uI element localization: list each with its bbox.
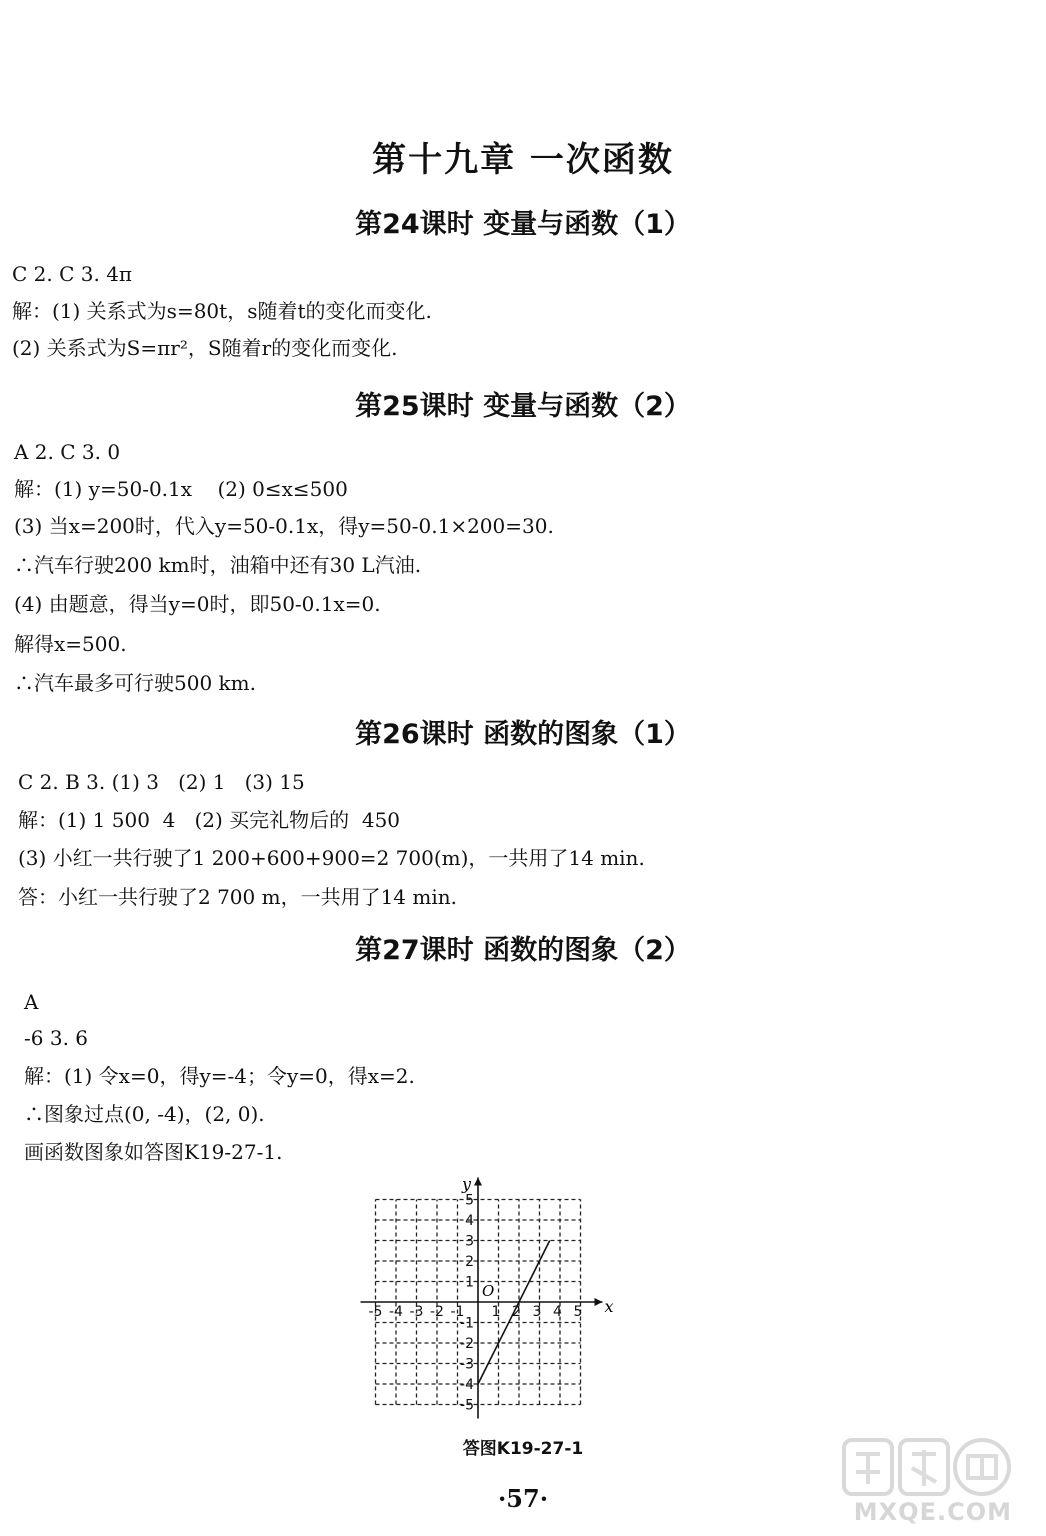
- section-title-24: 第24课时 变量与函数（1）: [355, 209, 691, 240]
- x-tick-label: 3: [532, 1304, 542, 1320]
- y-tick-label: 4: [465, 1213, 474, 1229]
- x-tick-label: 5: [573, 1304, 583, 1320]
- answer-line: 答：小红一共行驶了2 700 m，一共用了14 min.: [18, 885, 457, 909]
- x-axis-label: x: [604, 1297, 614, 1316]
- y-tick-label: 1: [465, 1274, 474, 1291]
- answer-line: 解：(1) 令x=0，得y=-4；令y=0，得x=2.: [24, 1064, 415, 1088]
- answer-line: 解得x=500.: [14, 632, 127, 656]
- y-axis-arrow: [474, 1178, 482, 1186]
- watermark-url: MXQE.COM: [853, 1498, 1012, 1526]
- x-tick-label: 2: [512, 1304, 521, 1320]
- y-axis-label: y: [462, 1174, 472, 1194]
- answer-line: -6 3. 6: [24, 1026, 89, 1050]
- answer-line: A: [24, 990, 39, 1014]
- section-title-25: 第25课时 变量与函数（2）: [355, 391, 691, 422]
- y-tick-label: -4: [460, 1377, 474, 1393]
- function-graph: [355, 1168, 625, 1428]
- answer-line: (2) 关系式为S=πr²，S随着r的变化而变化.: [12, 336, 398, 360]
- watermark: [842, 1432, 1012, 1532]
- x-tick-label: -1: [450, 1304, 465, 1320]
- answer-line: 解：(1) y=50-0.1x (2) 0≤x≤500: [14, 477, 348, 501]
- answer-line: 解：(1) 关系式为s=80t，s随着t的变化而变化.: [12, 299, 432, 323]
- answer-line: C 2. B 3. (1) 3 (2) 1 (3) 15: [18, 770, 305, 794]
- watermark-logo-icon: [842, 1432, 1012, 1502]
- y-tick-label: 2: [465, 1254, 474, 1270]
- answer-line: (4) 由题意，得当y=0时，即50-0.1x=0.: [14, 592, 381, 616]
- answer-line: (3) 小红一共行驶了1 200+600+900=2 700(m)，一共用了14 min.: [18, 846, 645, 870]
- x-tick-label: -5: [368, 1304, 383, 1320]
- y-tick-label: 3: [465, 1233, 474, 1250]
- origin-label: O: [482, 1282, 495, 1300]
- y-tick-label: -5: [460, 1397, 474, 1414]
- answer-line: C 2. C 3. 4π: [12, 262, 133, 286]
- answer-line: 画函数图象如答图K19-27-1.: [24, 1140, 283, 1164]
- answer-line: (3) 当x=200时，代入y=50-0.1x，得y=50-0.1×200=30.: [14, 514, 554, 538]
- section-title-27: 第27课时 函数的图象（2）: [355, 935, 691, 966]
- answer-line: ∴图象过点(0, -4)，(2, 0).: [24, 1102, 265, 1126]
- chapter-title: 第十九章 一次函数: [372, 140, 674, 180]
- y-tick-label: -1: [460, 1315, 474, 1332]
- x-tick-label: -2: [430, 1304, 444, 1320]
- figure-caption: 答图K19-27-1: [462, 1439, 584, 1459]
- x-axis-arrow: [595, 1298, 603, 1306]
- page-number: ·57·: [497, 1484, 549, 1513]
- y-tick-label: -3: [460, 1356, 474, 1373]
- y-tick-label: 5: [465, 1192, 474, 1209]
- section-title-26: 第26课时 函数的图象（1）: [355, 719, 691, 750]
- x-tick-label: -4: [389, 1304, 403, 1320]
- answer-line: A 2. C 3. 0: [14, 440, 121, 464]
- x-tick-label: 4: [553, 1304, 562, 1320]
- answer-line: 解：(1) 1 500 4 (2) 买完礼物后的 450: [18, 808, 401, 832]
- answer-line: ∴汽车行驶200 km时，油箱中还有30 L汽油.: [14, 553, 422, 577]
- answer-line: ∴汽车最多可行驶500 km.: [14, 671, 256, 695]
- tick-labels: [369, 1193, 583, 1414]
- y-tick-label: -2: [460, 1336, 474, 1352]
- x-tick-label: 1: [491, 1304, 501, 1320]
- x-tick-label: -3: [409, 1304, 424, 1320]
